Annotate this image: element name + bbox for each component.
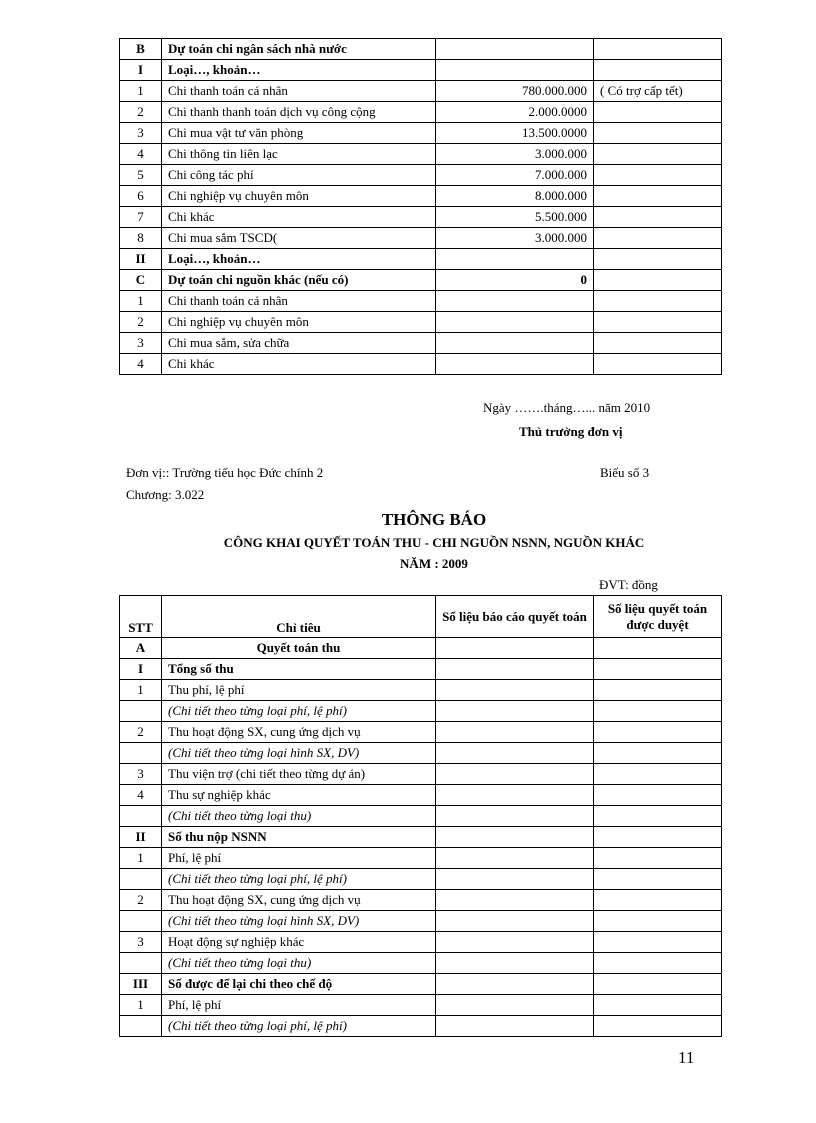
report-value-cell (436, 722, 594, 743)
chi-tieu-cell: Chi thanh toán cá nhân (162, 81, 436, 102)
unit-label: Đơn vị:: Trường tiểu học Đức chính 2 (126, 465, 324, 480)
approved-value-cell (594, 911, 722, 932)
stt-cell: 1 (120, 81, 162, 102)
note-cell (594, 312, 722, 333)
chi-tieu-cell: Chi mua vật tư văn phòng (162, 123, 436, 144)
stt-cell: 2 (120, 722, 162, 743)
chi-tieu-cell: Thu viện trợ (chi tiết theo từng dự án) (162, 764, 436, 785)
stt-cell: 2 (120, 312, 162, 333)
table-row (120, 291, 722, 312)
chi-tieu-cell: Chi công tác phí (162, 165, 436, 186)
stt-cell: 4 (120, 144, 162, 165)
header-bao-cao: Số liệu báo cáo quyết toán (436, 596, 594, 638)
approved-value-cell (594, 848, 722, 869)
approved-value-cell (594, 722, 722, 743)
stt-cell: 5 (120, 165, 162, 186)
chi-tieu-cell: Loại…, khoản… (162, 60, 436, 81)
report-value-cell (436, 953, 594, 974)
stt-cell: 7 (120, 207, 162, 228)
stt-cell (120, 869, 162, 890)
chi-tieu-cell: Chi nghiệp vụ chuyên môn (162, 312, 436, 333)
table-row (120, 165, 722, 186)
amount-cell (436, 312, 594, 333)
note-cell (594, 333, 722, 354)
stt-cell: I (120, 659, 162, 680)
notice-year: NĂM : 2009 (400, 556, 468, 571)
amount-cell: 2.000.0000 (436, 102, 594, 123)
currency-unit: ĐVT: đồng (599, 577, 658, 592)
header-duyet: Số liệu quyết toán được duyệt (594, 596, 722, 638)
report-value-cell (436, 995, 594, 1016)
amount-cell (436, 291, 594, 312)
header-stt: STT (120, 596, 162, 638)
chi-tieu-cell: Số được để lại chi theo chế độ (162, 974, 436, 995)
table-row (120, 354, 722, 375)
table-row (120, 60, 722, 81)
table-row (120, 102, 722, 123)
table-row (120, 312, 722, 333)
table-row (120, 911, 722, 932)
stt-cell: 3 (120, 764, 162, 785)
approved-value-cell (594, 995, 722, 1016)
table-row (120, 81, 722, 102)
approved-value-cell (594, 659, 722, 680)
report-value-cell (436, 1016, 594, 1037)
table-row (120, 207, 722, 228)
chi-tieu-cell: Thu hoạt động SX, cung ứng dịch vụ (162, 722, 436, 743)
table-row (120, 848, 722, 869)
chi-tieu-cell: (Chi tiết theo từng loại hình SX, DV) (162, 743, 436, 764)
table-row (120, 228, 722, 249)
chapter-label: Chương: 3.022 (126, 487, 205, 502)
approved-value-cell (594, 701, 722, 722)
approved-value-cell (594, 827, 722, 848)
report-value-cell (436, 869, 594, 890)
report-value-cell (436, 659, 594, 680)
chi-tieu-cell: Dự toán chi nguồn khác (nếu có) (162, 270, 436, 291)
page-number: 11 (678, 1048, 695, 1067)
note-cell (594, 144, 722, 165)
amount-cell: 3.000.000 (436, 144, 594, 165)
chi-tieu-cell: Chi nghiệp vụ chuyên môn (162, 186, 436, 207)
stt-cell: II (120, 827, 162, 848)
amount-cell: 5.500.000 (436, 207, 594, 228)
table-row (120, 1016, 722, 1037)
stt-cell (120, 1016, 162, 1037)
table-row (120, 701, 722, 722)
stt-cell: 3 (120, 932, 162, 953)
budget-expense-table (119, 38, 722, 375)
chi-tieu-cell: Thu phí, lệ phí (162, 680, 436, 701)
chi-tieu-cell: Dự toán chi ngân sách nhà nước (162, 39, 436, 60)
table-row (120, 659, 722, 680)
table-row (120, 186, 722, 207)
stt-cell: B (120, 39, 162, 60)
approved-value-cell (594, 953, 722, 974)
approved-value-cell (594, 680, 722, 701)
settlement-table-body (120, 638, 722, 1037)
table-row (120, 722, 722, 743)
approved-value-cell (594, 869, 722, 890)
chi-tieu-cell: Chi mua sắm, sửa chữa (162, 333, 436, 354)
amount-cell (436, 39, 594, 60)
table-row (120, 806, 722, 827)
signature-date: Ngày …….tháng…... năm 2010 (483, 400, 651, 415)
approved-value-cell (594, 1016, 722, 1037)
chi-tieu-cell: Chi thông tin liên lạc (162, 144, 436, 165)
table-row (120, 249, 722, 270)
chi-tieu-cell: Thu sự nghiệp khác (162, 785, 436, 806)
stt-cell (120, 911, 162, 932)
chi-tieu-cell: Chi khác (162, 354, 436, 375)
stt-cell: 1 (120, 848, 162, 869)
table-row (120, 995, 722, 1016)
chi-tieu-cell: Phí, lệ phí (162, 848, 436, 869)
amount-cell: 3.000.000 (436, 228, 594, 249)
amount-cell: 0 (436, 270, 594, 291)
chi-tieu-cell: (Chi tiết theo từng loại hình SX, DV) (162, 911, 436, 932)
table-row (120, 764, 722, 785)
amount-cell: 13.500.0000 (436, 123, 594, 144)
budget-expense-table-body (120, 39, 722, 375)
table-row (120, 680, 722, 701)
report-value-cell (436, 785, 594, 806)
note-cell (594, 228, 722, 249)
stt-cell: 1 (120, 291, 162, 312)
chi-tieu-cell: Thu hoạt động SX, cung ứng dịch vụ (162, 890, 436, 911)
chi-tieu-cell: Phí, lệ phí (162, 995, 436, 1016)
amount-cell (436, 354, 594, 375)
stt-cell (120, 743, 162, 764)
report-value-cell (436, 701, 594, 722)
note-cell (594, 354, 722, 375)
stt-cell: 1 (120, 995, 162, 1016)
table-row (120, 270, 722, 291)
chi-tieu-cell: Chi mua sắm TSCD( (162, 228, 436, 249)
chi-tieu-cell: (Chi tiết theo từng loại thu) (162, 953, 436, 974)
chi-tieu-cell: Loại…, khoản… (162, 249, 436, 270)
stt-cell: 3 (120, 123, 162, 144)
report-value-cell (436, 932, 594, 953)
notice-title: THÔNG BÁO (381, 510, 487, 529)
chi-tieu-cell: Hoạt động sự nghiệp khác (162, 932, 436, 953)
note-cell (594, 270, 722, 291)
note-cell (594, 207, 722, 228)
chi-tieu-cell: Quyết toán thu (162, 638, 436, 659)
stt-cell: 2 (120, 102, 162, 123)
stt-cell: C (120, 270, 162, 291)
report-value-cell (436, 743, 594, 764)
chi-tieu-cell: (Chi tiết theo từng loại thu) (162, 806, 436, 827)
chi-tieu-cell: (Chi tiết theo từng loại phí, lệ phí) (162, 869, 436, 890)
stt-cell: I (120, 60, 162, 81)
header-chi-tieu: Chỉ tiêu (162, 596, 436, 638)
chi-tieu-cell: Chi thanh thanh toán dịch vụ công cộng (162, 102, 436, 123)
chi-tieu-cell: Tổng số thu (162, 659, 436, 680)
signature-title: Thủ trưởng đơn vị (519, 424, 623, 439)
note-cell (594, 249, 722, 270)
report-value-cell (436, 974, 594, 995)
stt-cell: 1 (120, 680, 162, 701)
amount-cell (436, 249, 594, 270)
settlement-table-header-row (120, 596, 722, 638)
chi-tieu-cell: Số thu nộp NSNN (162, 827, 436, 848)
note-cell: ( Có trợ cấp tết) (594, 81, 722, 102)
table-row (120, 144, 722, 165)
report-value-cell (436, 680, 594, 701)
notice-subtitle: CÔNG KHAI QUYẾT TOÁN THU - CHI NGUỒN NSNN, NGUỒN KHÁC (223, 535, 645, 550)
stt-cell (120, 806, 162, 827)
table-row (120, 123, 722, 144)
report-value-cell (436, 764, 594, 785)
approved-value-cell (594, 806, 722, 827)
report-value-cell (436, 890, 594, 911)
table-row (120, 869, 722, 890)
chi-tieu-cell: Chi khác (162, 207, 436, 228)
note-cell (594, 165, 722, 186)
stt-cell: II (120, 249, 162, 270)
table-row (120, 39, 722, 60)
stt-cell: A (120, 638, 162, 659)
approved-value-cell (594, 785, 722, 806)
approved-value-cell (594, 764, 722, 785)
approved-value-cell (594, 638, 722, 659)
table-row (120, 932, 722, 953)
note-cell (594, 60, 722, 81)
table-row (120, 890, 722, 911)
stt-cell: 2 (120, 890, 162, 911)
approved-value-cell (594, 890, 722, 911)
amount-cell (436, 60, 594, 81)
table-row (120, 953, 722, 974)
amount-cell: 8.000.000 (436, 186, 594, 207)
chi-tieu-cell: Chi thanh toán cá nhân (162, 291, 436, 312)
note-cell (594, 39, 722, 60)
report-value-cell (436, 827, 594, 848)
table-row (120, 785, 722, 806)
stt-cell (120, 953, 162, 974)
table-row (120, 743, 722, 764)
stt-cell: 4 (120, 785, 162, 806)
approved-value-cell (594, 932, 722, 953)
chi-tieu-cell: (Chi tiết theo từng loại phí, lệ phí) (162, 701, 436, 722)
amount-cell: 780.000.000 (436, 81, 594, 102)
form-number: Biểu số 3 (600, 465, 650, 480)
note-cell (594, 291, 722, 312)
stt-cell: 3 (120, 333, 162, 354)
report-value-cell (436, 911, 594, 932)
amount-cell: 7.000.000 (436, 165, 594, 186)
report-value-cell (436, 848, 594, 869)
approved-value-cell (594, 974, 722, 995)
table-row (120, 333, 722, 354)
stt-cell: 8 (120, 228, 162, 249)
settlement-table (119, 595, 722, 1037)
stt-cell: 6 (120, 186, 162, 207)
note-cell (594, 102, 722, 123)
table-row (120, 827, 722, 848)
table-row (120, 638, 722, 659)
stt-cell: 4 (120, 354, 162, 375)
report-value-cell (436, 638, 594, 659)
report-value-cell (436, 806, 594, 827)
note-cell (594, 123, 722, 144)
note-cell (594, 186, 722, 207)
amount-cell (436, 333, 594, 354)
chi-tieu-cell: (Chi tiết theo từng loại phí, lệ phí) (162, 1016, 436, 1037)
table-row (120, 974, 722, 995)
approved-value-cell (594, 743, 722, 764)
stt-cell: III (120, 974, 162, 995)
stt-cell (120, 701, 162, 722)
